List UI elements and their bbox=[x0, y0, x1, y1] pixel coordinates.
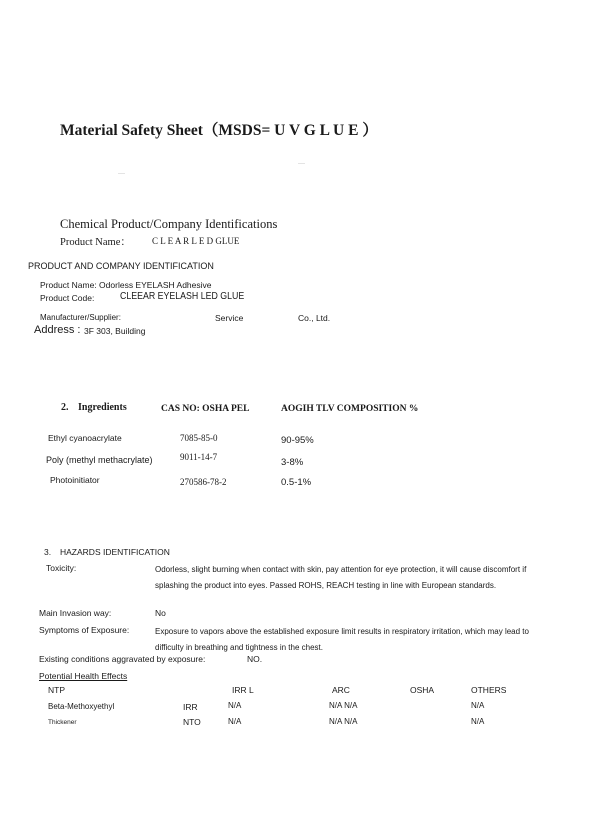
ingredient-composition: 0.5-1% bbox=[281, 477, 312, 488]
address-value: 3F 303, Building bbox=[84, 326, 146, 336]
effects-cell: N/A bbox=[471, 717, 485, 726]
effects-cell: N/A bbox=[471, 701, 485, 710]
effects-cell: NTO bbox=[183, 717, 201, 727]
toxicity-text: Odorless, slight burning when contact with skin, pay attention for eye protection, it will cause discomfort if splashing the product into eyes. Passed ROHS, REACH testing in line with European standards. bbox=[155, 565, 527, 590]
symptoms-text: Exposure to vapors above the established exposure limit results in respiratory irritation, which may lead to difficulty in breathing and tightness in the chest. bbox=[155, 627, 529, 652]
invasion-label: Main Invasion way: bbox=[39, 608, 112, 618]
product-name-label: Product Name： bbox=[60, 237, 131, 248]
section2-heading: Ingredients bbox=[78, 402, 127, 413]
section3-heading: HAZARDS IDENTIFICATION bbox=[60, 547, 170, 557]
effects-col-header: NTP bbox=[48, 685, 65, 695]
col-composition-header: AOGIH TLV COMPOSITION % bbox=[281, 404, 419, 414]
effects-cell: N/A bbox=[228, 717, 242, 726]
document-title: Material Safety Sheet（MSDS= U V G L U E ） bbox=[60, 122, 378, 139]
product-name-value: C L E A R L E D GLUE bbox=[152, 236, 240, 246]
faint-mark: — bbox=[298, 160, 305, 167]
effects-col-header: OSHA bbox=[410, 685, 435, 695]
effects-heading: Potential Health Effects bbox=[39, 671, 128, 681]
section2-number: 2. bbox=[61, 402, 69, 413]
ingredient-cas: 270586-78-2 bbox=[180, 477, 227, 487]
section1-heading2: PRODUCT AND COMPANY IDENTIFICATION bbox=[28, 261, 214, 271]
ingredient-cas: 9011-14-7 bbox=[180, 452, 218, 462]
product-code-label: Product Code: bbox=[40, 293, 95, 303]
effects-col-header: ARC bbox=[332, 685, 350, 695]
ingredient-composition: 90-95% bbox=[281, 435, 314, 446]
effects-cell: N/A N/A bbox=[329, 717, 358, 726]
col-cas-header: CAS NO: OSHA PEL bbox=[161, 404, 250, 414]
ingredient-name: Ethyl cyanoacrylate bbox=[48, 433, 122, 443]
ingredient-composition: 3-8% bbox=[281, 457, 304, 468]
effects-col-header: OTHERS bbox=[471, 685, 507, 695]
address-label: Address : bbox=[34, 324, 81, 336]
supplier-label: Manufacturer/Supplier: bbox=[40, 313, 121, 322]
faint-mark: — bbox=[118, 170, 125, 177]
effects-col-header: IRR L bbox=[232, 685, 254, 695]
section3-number: 3. bbox=[44, 547, 52, 557]
product-name2: Product Name: Odorless EYELASH Adhesive bbox=[40, 280, 212, 290]
existing-value: NO. bbox=[247, 654, 263, 664]
effects-row-name: Thickener bbox=[48, 719, 77, 726]
symptoms-label: Symptoms of Exposure: bbox=[39, 625, 130, 635]
effects-row-name: Beta-Methoxyethyl bbox=[48, 702, 115, 711]
ingredient-cas: 7085-85-0 bbox=[180, 433, 218, 443]
ingredient-name: Poly (methyl methacrylate) bbox=[46, 455, 153, 465]
section1-heading: Chemical Product/Company Identifications bbox=[60, 217, 278, 231]
toxicity-label: Toxicity: bbox=[46, 563, 77, 573]
product-code-value: CLEEAR EYELASH LED GLUE bbox=[120, 291, 245, 302]
invasion-value: No bbox=[155, 608, 166, 618]
supplier-co: Co., Ltd. bbox=[298, 313, 331, 323]
ingredient-name: Photoinitiator bbox=[50, 475, 100, 485]
existing-label: Existing conditions aggravated by exposure: bbox=[39, 654, 206, 664]
effects-cell: N/A N/A bbox=[329, 701, 358, 710]
effects-cell: N/A bbox=[228, 701, 242, 710]
effects-cell: IRR bbox=[183, 702, 198, 712]
supplier-service: Service bbox=[215, 313, 244, 323]
